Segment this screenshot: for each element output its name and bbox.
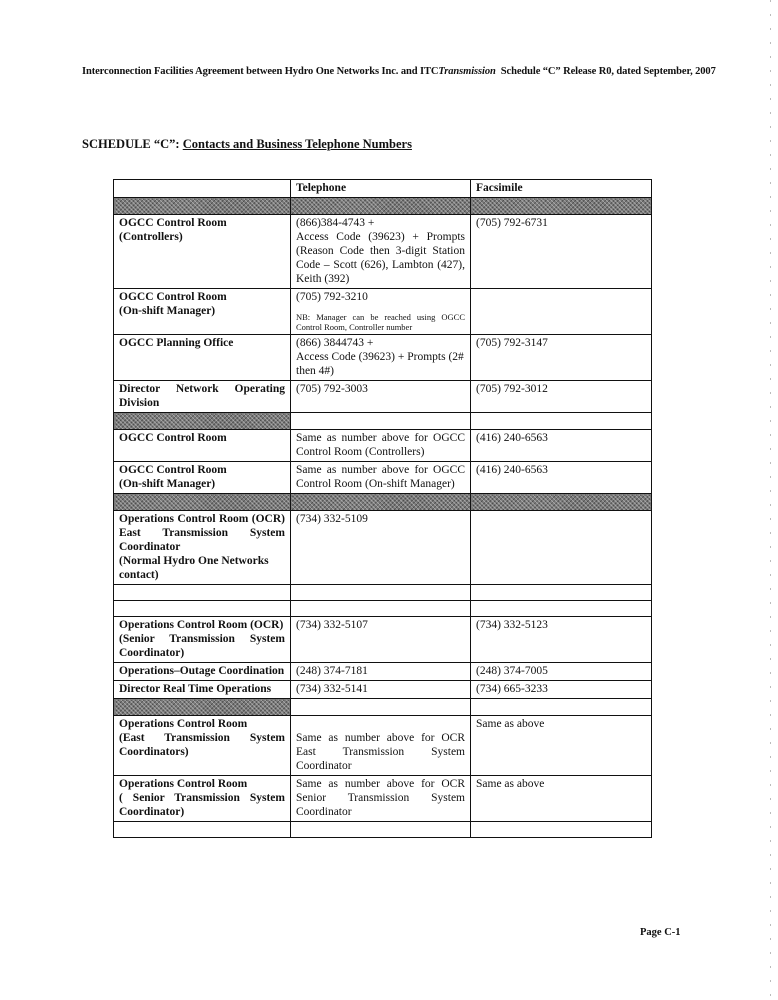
schedule-title-text: Contacts and Business Telephone Numbers: [182, 137, 412, 151]
table-row: OGCC Control Room (On-shift Manager) Same as number above for OGCC Control Room (On-shift Manager) (416) 240-6563: [114, 462, 652, 494]
header-text-part2: Schedule “C” Release R0, dated September, 2007: [500, 66, 716, 77]
table-header-row: [114, 180, 652, 198]
table-row: OGCC Control Room (Controllers) (866)384-4743 + Access Code (39623) + Prompts (Reason Code then 3-digit Station Code – Scott (626), Lambton (427), Keith (392) (705) 792-6731: [114, 215, 652, 289]
document-header: [82, 66, 716, 77]
section-band-2: [114, 413, 652, 430]
contacts-table: [113, 179, 652, 838]
table-row: Operations–Outage Coordination (248) 374-7181 (248) 374-7005: [114, 663, 652, 681]
header-text-italic: Transmission: [438, 66, 496, 77]
empty-row: [114, 822, 652, 838]
header-cell-facsimile: Facsimile: [471, 180, 652, 198]
table-row: Director Network Operating Division (705) 792-3003 (705) 792-3012: [114, 381, 652, 413]
section-band-3: [114, 494, 652, 511]
header-text-part1: Interconnection Facilities Agreement between Hydro One Networks Inc. and ITC: [82, 66, 439, 77]
table-row: OGCC Planning Office (866) 3844743 + Access Code (39623) + Prompts (2# then 4#) (705) 792-3147: [114, 335, 652, 381]
scan-edge-marks: [770, 0, 771, 1000]
section-band-1: [114, 198, 652, 215]
schedule-title-prefix: SCHEDULE “C”:: [82, 137, 180, 151]
schedule-title: [82, 137, 412, 152]
table-row: Operations Control Room ( Senior Transmission System Coordinator) Same as number above for OCR Senior Transmission System Coordinator Same as above: [114, 776, 652, 822]
manager-note: NB: Manager can be reached using OGCC Control Room, Controller number: [296, 312, 465, 332]
section-band-4: [114, 699, 652, 716]
empty-row: [114, 601, 652, 617]
table-row: OGCC Control Room (On-shift Manager) (705) 792-3210 NB: Manager can be reached using OGCC Control Room, Controller number: [114, 289, 652, 335]
header-cell-telephone: Telephone: [291, 180, 471, 198]
header-cell-blank: [114, 180, 291, 198]
empty-row: [114, 585, 652, 601]
table-row: Operations Control Room (East Transmission System Coordinators) Same as number above for OCR East Transmission System Coordinator Same as above: [114, 716, 652, 776]
table-row: OGCC Control Room Same as number above for OGCC Control Room (Controllers) (416) 240-6563: [114, 430, 652, 462]
page-number: Page C-1: [640, 927, 681, 938]
table-row: Operations Control Room (OCR) East Transmission System Coordinator (Normal Hydro One Networks contact) (734) 332-5109: [114, 511, 652, 585]
table-row: Operations Control Room (OCR) (Senior Transmission System Coordinator) (734) 332-5107 (734) 332-5123: [114, 617, 652, 663]
table-row: Director Real Time Operations (734) 332-5141 (734) 665-3233: [114, 681, 652, 699]
